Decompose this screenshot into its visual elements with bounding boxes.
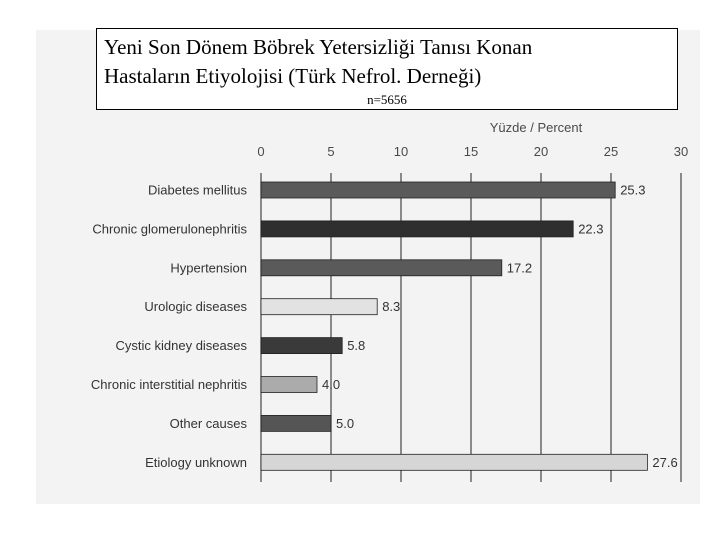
category-label: Chronic interstitial nephritis	[90, 377, 247, 392]
category-label: Cystic kidney diseases	[115, 338, 247, 354]
labels	[91, 120, 688, 470]
bar-2	[261, 221, 573, 237]
value-label: 22.3	[578, 221, 604, 237]
grid-lines	[261, 173, 681, 482]
x-tick-label: 20	[533, 144, 549, 159]
category-label: Chronic glomerulonephritis	[92, 221, 247, 237]
category-label: Urologic diseases	[144, 299, 247, 315]
category-label: Other causes	[169, 415, 247, 431]
value-label: 8.3	[382, 299, 401, 315]
x-axis-title: Yüzde / Percent	[489, 120, 583, 135]
x-tick-label: 25	[603, 144, 619, 159]
sample-size: n=5656	[367, 92, 407, 107]
category-label: Diabetes mellitus	[148, 182, 247, 198]
value-label: 27.6	[652, 454, 678, 470]
title-box	[96, 28, 678, 110]
x-tick-label: 30	[673, 144, 689, 159]
bar-1	[261, 182, 615, 198]
value-label: 25.3	[620, 182, 646, 198]
bar-7	[261, 415, 331, 431]
value-label: 17.2	[506, 260, 533, 276]
value-label: 4.0	[322, 377, 341, 392]
x-tick-label: 15	[463, 144, 479, 159]
bar-4	[261, 299, 377, 315]
category-label: Hypertension	[170, 260, 247, 276]
bar-3	[261, 260, 502, 276]
bar-6	[261, 377, 317, 393]
chart-title-line-2: Hastaların Etiyolojisi (Türk Nefrol. Derneği)	[104, 64, 482, 88]
x-tick-label: 10	[393, 144, 409, 159]
bar-8	[261, 454, 647, 470]
bar-5	[261, 338, 342, 354]
x-tick-label: 5	[327, 144, 335, 159]
value-label: 5.0	[336, 415, 355, 431]
chart-title-line-1: Yeni Son Dönem Böbrek Yetersizliği Tanısı Konan	[104, 35, 533, 59]
category-label: Etiology unknown	[145, 454, 247, 470]
value-label: 5.8	[347, 338, 366, 354]
x-tick-label: 0	[257, 144, 265, 159]
